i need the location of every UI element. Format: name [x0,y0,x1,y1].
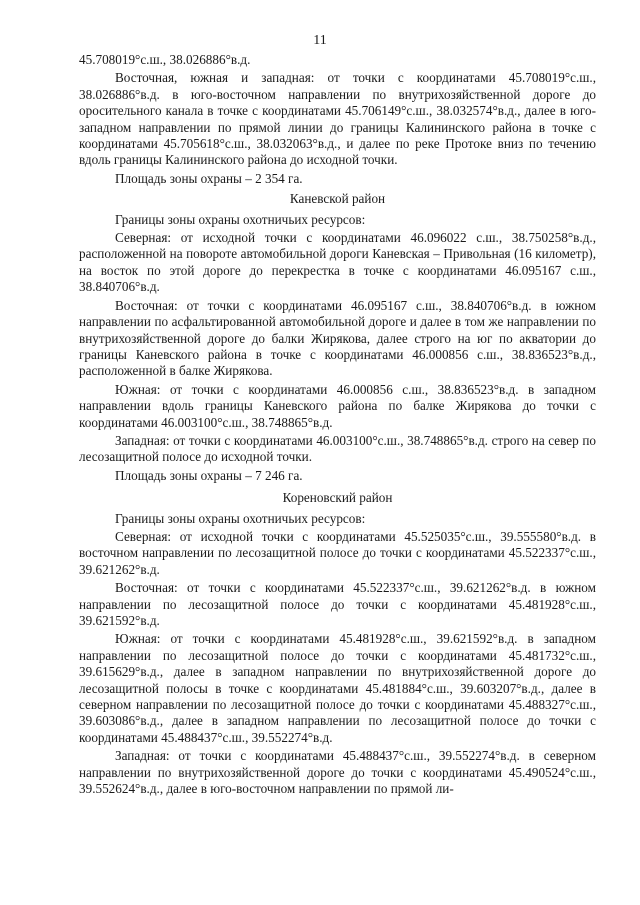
protection-area: Площадь зоны охраны – 7 246 га. [115,467,303,483]
section-intro: Границы зоны охраны охотничьих ресурсов: [115,510,366,526]
section-intro: Границы зоны охраны охотничьих ресурсов: [115,211,366,227]
boundary-south: Южная: от точки с координатами 46.000856 с.ш., 38.836523°в.д. в западном направлении вдоль границы Каневского района по балке Жирякова до точки с координатами 46.003100°с.ш., 38.748865°в.д. [79,381,596,430]
section-heading: Кореновский район [282,490,393,506]
coordinate-line: 45.708019°с.ш., 38.026886°в.д. [79,52,251,67]
page-number: 11 [313,33,327,48]
kanevskoy-section [79,191,596,484]
kalininsky-section-tail [79,52,596,187]
boundary-east-south-west: Восточная, южная и западная: от точки с координатами 45.708019°с.ш., 38.026886°в.д. в юго-восточном направлении по внутрихозяйственной дороге до оросительного канала в точке с координатами 45.706149°с.ш., 38.032574°в.д., далее в юго-западном направлении по прямой линии до границы Калининского района в точке с координатами 45.705618°с.ш., 38.032063°в.д., и далее по реке Протоке вниз по течению вдоль границы Калининского района до исходной точки. [79,70,596,168]
boundary-south: Южная: от точки с координатами 45.481928°с.ш., 39.621592°в.д. в западном направлении по лесозащитной полосе до точки с координатами 45.481732°с.ш., 39.615629°в.д., далее в западном направлении по внутрихозяйственной дороге до лесозащитной полосы в точке с координатами 45.481884°с.ш., 39.603207°в.д., далее в северном направлении по лесозащитной полосе до точки с координатами 45.488327°с.ш., 39.603086°в.д., далее в западном направлении по лесозащитной полосе до точки с координатами 45.488437°с.ш., 39.552274°в.д. [79,631,596,745]
section-heading: Каневской район [289,191,386,207]
boundary-north: Северная: от исходной точки с координатами 46.096022 с.ш., 38.750258°в.д., расположенной на повороте автомобильной дороги Каневская – Привольная (16 километр), на восток по этой дороге до перекрестка в точке с координатами 46.095167 с.ш., 38.840706°в.д. [79,230,596,295]
boundary-east: Восточная: от точки с координатами 45.522337°с.ш., 39.621262°в.д. в южном направлении по лесозащитной полосе до точки с координатами 45.481928°с.ш., 39.621592°в.д. [79,580,596,628]
boundary-west: Западная: от точки с координатами 46.003100°с.ш., 38.748865°в.д. строго на север по лесозащитной полосе до исходной точки. [79,432,596,465]
korenovsky-section [79,490,596,797]
document-body [79,52,596,799]
boundary-east: Восточная: от точки с координатами 46.095167 с.ш., 38.840706°в.д. в южном направлении по асфальтированной автомобильной дороге и далее в том же направлении по внутрихозяйственной дороге до балки Жирякова, далее строго на юг по акватории до границы Каневского района в точке с координатами 46.000856 с.ш., 38.836523°в.д., расположенной в балке Жирякова. [79,297,596,379]
boundary-west: Западная: от точки с координатами 45.488437°с.ш., 39.552274°в.д. в северном направлении по внутрихозяйственной дороге до точки с координатами 45.490524°с.ш., 39.552624°в.д., далее в юго-восточном направлении по прямой ли- [79,748,596,797]
protection-area: Площадь зоны охраны – 2 354 га. [115,170,303,186]
boundary-north: Северная: от исходной точки с координатами 45.525035°с.ш., 39.555580°в.д. в восточном направлении по лесозащитной полосе до точки с координатами 45.522337°с.ш., 39.621262°в.д. [79,528,596,577]
